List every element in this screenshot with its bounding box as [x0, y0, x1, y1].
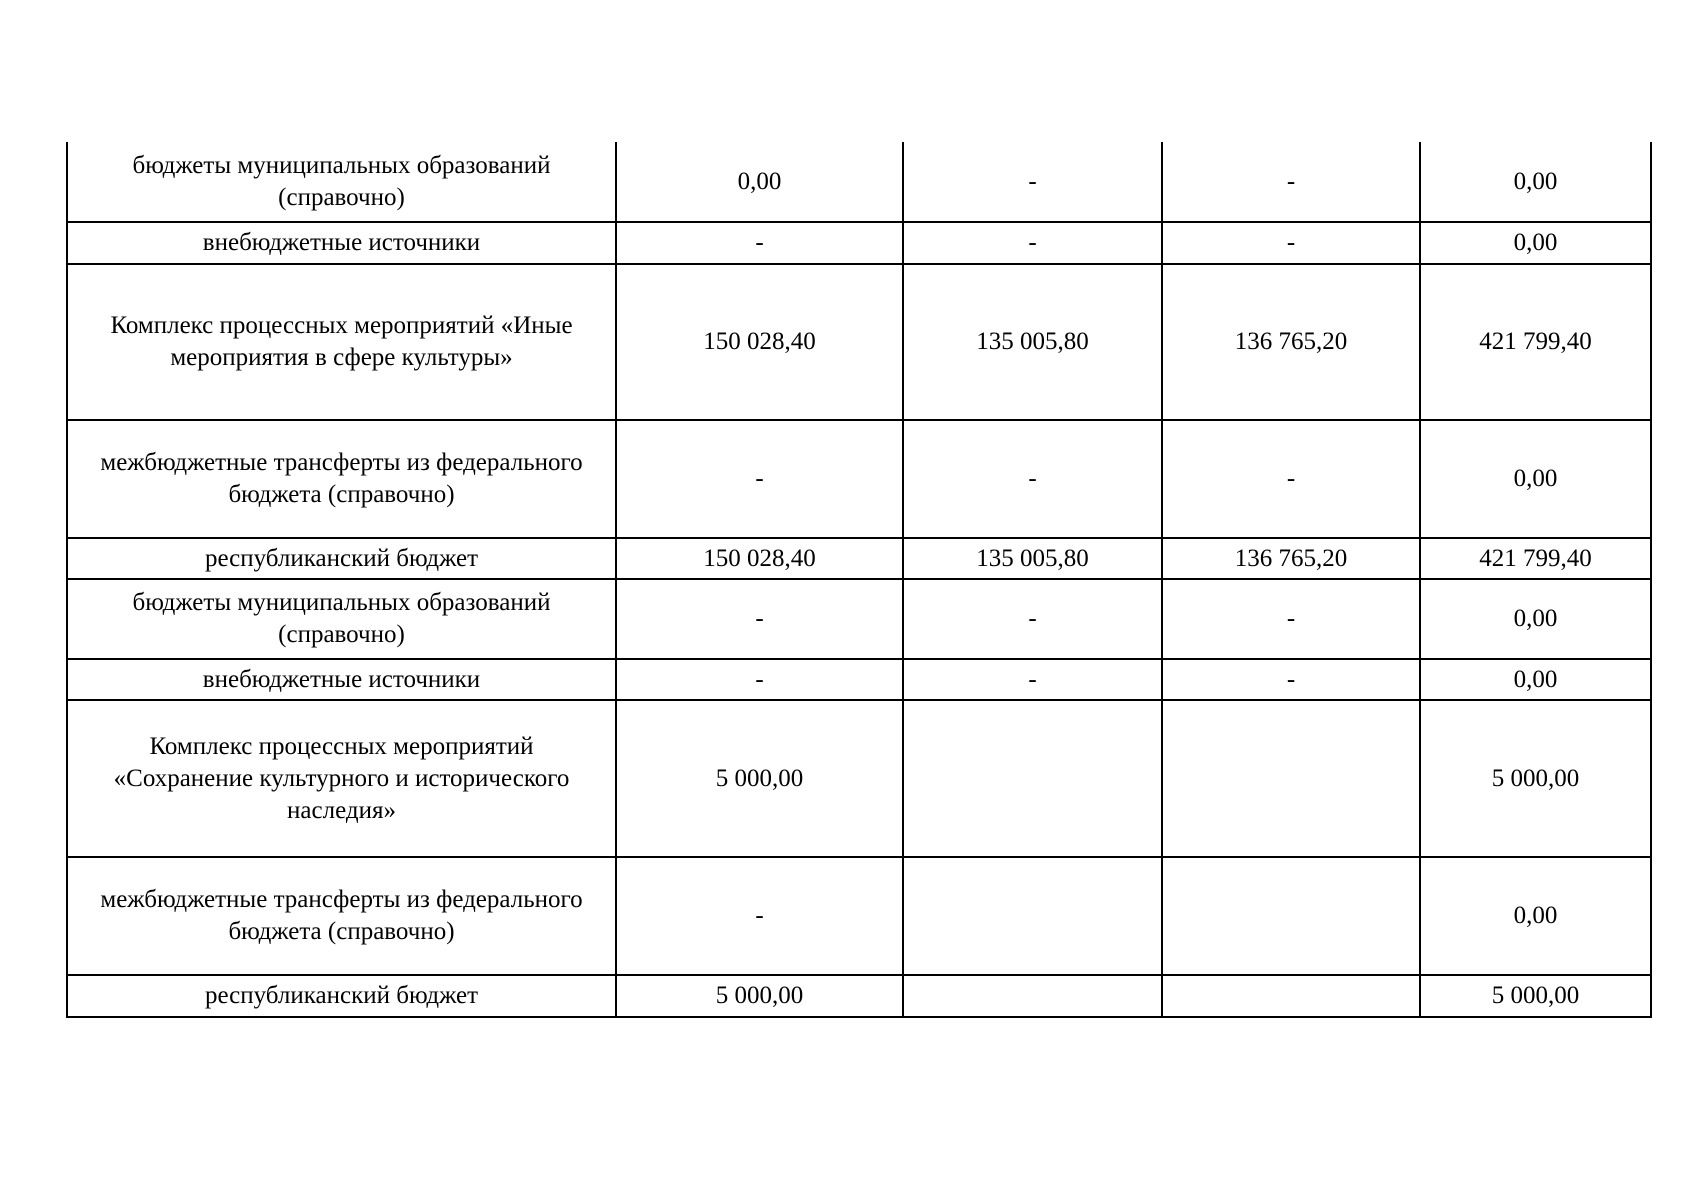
source-name-cell: внебюджетные источники — [67, 222, 616, 264]
total-cell: 0,00 — [1420, 420, 1651, 538]
total-cell: 0,00 — [1420, 579, 1651, 659]
value-cell-year-3 — [1162, 700, 1420, 857]
value-cell-year-3 — [1162, 857, 1420, 975]
total-cell: 421 799,40 — [1420, 264, 1651, 420]
value-cell-year-2: - — [903, 659, 1162, 700]
value-cell-year-1: - — [616, 420, 903, 538]
value-cell-year-1: - — [616, 579, 903, 659]
value-cell-year-1: 5 000,00 — [616, 975, 903, 1017]
table-row — [67, 142, 1651, 222]
table-row — [67, 700, 1651, 857]
value-cell-year-3: - — [1162, 222, 1420, 264]
total-cell: 5 000,00 — [1420, 975, 1651, 1017]
table-row — [67, 857, 1651, 975]
total-cell: 5 000,00 — [1420, 700, 1651, 857]
value-cell-year-3: - — [1162, 142, 1420, 222]
value-cell-year-2: 135 005,80 — [903, 264, 1162, 420]
value-cell-year-2: - — [903, 222, 1162, 264]
value-cell-year-3: - — [1162, 420, 1420, 538]
value-cell-year-2: - — [903, 579, 1162, 659]
total-cell: 421 799,40 — [1420, 538, 1651, 579]
table-row — [67, 420, 1651, 538]
value-cell-year-2 — [903, 700, 1162, 857]
source-name-cell: Комплекс процессных мероприятий «Иные мероприятия в сфере культуры» — [67, 264, 616, 420]
value-cell-year-2: - — [903, 420, 1162, 538]
value-cell-year-2 — [903, 857, 1162, 975]
table-row — [67, 538, 1651, 579]
value-cell-year-1: 5 000,00 — [616, 700, 903, 857]
total-cell: 0,00 — [1420, 222, 1651, 264]
budget-table — [66, 142, 1652, 1018]
value-cell-year-1: - — [616, 659, 903, 700]
source-name-cell: республиканский бюджет — [67, 538, 616, 579]
value-cell-year-1: 0,00 — [616, 142, 903, 222]
table-row — [67, 264, 1651, 420]
value-cell-year-3: - — [1162, 659, 1420, 700]
table-row — [67, 659, 1651, 700]
table-row — [67, 222, 1651, 264]
total-cell: 0,00 — [1420, 857, 1651, 975]
total-cell: 0,00 — [1420, 142, 1651, 222]
source-name-cell: межбюджетные трансферты из федерального бюджета (справочно) — [67, 857, 616, 975]
total-cell: 0,00 — [1420, 659, 1651, 700]
value-cell-year-3: 136 765,20 — [1162, 538, 1420, 579]
value-cell-year-3: 136 765,20 — [1162, 264, 1420, 420]
source-name-cell: внебюджетные источники — [67, 659, 616, 700]
value-cell-year-3: - — [1162, 579, 1420, 659]
value-cell-year-1: 150 028,40 — [616, 538, 903, 579]
value-cell-year-2: 135 005,80 — [903, 538, 1162, 579]
value-cell-year-1: 150 028,40 — [616, 264, 903, 420]
value-cell-year-3 — [1162, 975, 1420, 1017]
table-row — [67, 975, 1651, 1017]
value-cell-year-1: - — [616, 857, 903, 975]
value-cell-year-1: - — [616, 222, 903, 264]
source-name-cell: бюджеты муниципальных образований (справочно) — [67, 579, 616, 659]
value-cell-year-2 — [903, 975, 1162, 1017]
value-cell-year-2: - — [903, 142, 1162, 222]
source-name-cell: межбюджетные трансферты из федерального бюджета (справочно) — [67, 420, 616, 538]
source-name-cell: Комплекс процессных мероприятий «Сохранение культурного и исторического наследия» — [67, 700, 616, 857]
source-name-cell: республиканский бюджет — [67, 975, 616, 1017]
table-row — [67, 579, 1651, 659]
source-name-cell: бюджеты муниципальных образований (справочно) — [67, 142, 616, 222]
